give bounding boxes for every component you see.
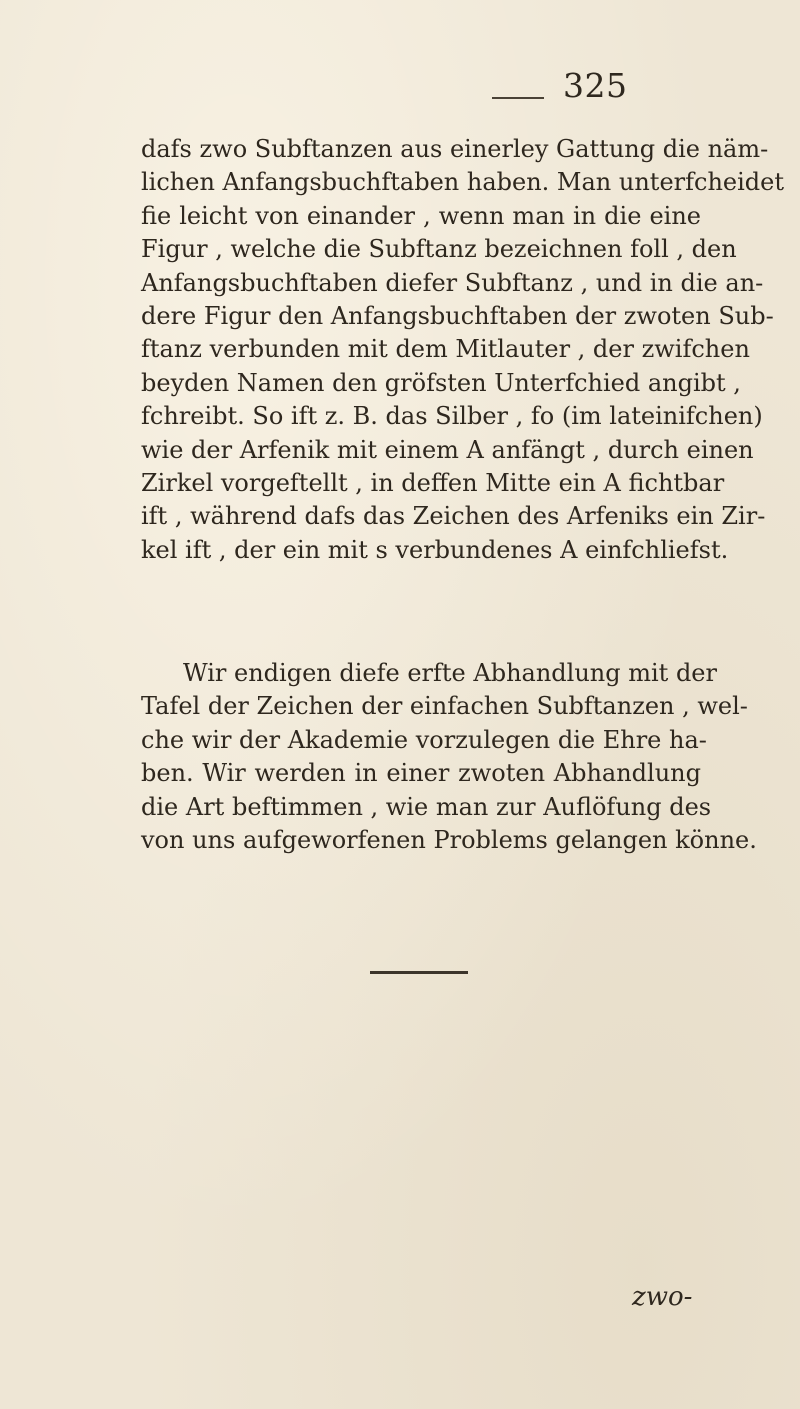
text-line: beyden Namen den gröfsten Unterfchied angibt , [141, 368, 741, 397]
text-line: kel ift , der ein mit s verbundenes A einfchliefst. [141, 535, 729, 564]
text-line: Zirkel vorgeftellt , in deffen Mitte ein A fichtbar [141, 469, 725, 498]
text-line: che wir der Akademie vorzulegen die Ehre ha- [141, 725, 707, 754]
paragraph-1 [141, 133, 784, 567]
text-line: Figur , welche die Subftanz bezeichnen foll , den [141, 235, 737, 264]
text-line: dere Figur den Anfangsbuchftaben der zwoten Sub- [141, 302, 774, 331]
paragraph-2 [141, 657, 757, 857]
header-rule [492, 97, 544, 99]
text-line: von uns aufgeworfenen Problems gelangen könne. [141, 826, 757, 855]
text-line: wie der Arfenik mit einem A anfängt , durch einen [141, 435, 754, 464]
text-line: ben. Wir werden in einer zwoten Abhandlung [141, 759, 701, 788]
text-line: lichen Anfangsbuchftaben haben. Man unterfcheidet [141, 168, 784, 197]
catchword: zwo- [632, 1282, 693, 1312]
text-line: Anfangsbuchftaben diefer Subftanz , und in die an- [141, 268, 764, 297]
section-divider [370, 971, 468, 974]
text-line: ift , während dafs das Zeichen des Arfeniks ein Zir- [141, 502, 766, 531]
text-line: die Art beftimmen , wie man zur Auflöfung des [141, 792, 712, 821]
text-line: Wir endigen diefe erfte Abhandlung mit der [183, 659, 717, 687]
text-line: fchreibt. So ift z. B. das Silber , fo (im lateinifchen) [141, 402, 763, 431]
text-line: ftanz verbunden mit dem Mitlauter , der zwifchen [141, 335, 750, 364]
text-line: dafs zwo Subftanzen aus einerley Gattung die näm- [141, 135, 769, 163]
text-line: fie leicht von einander , wenn man in die eine [141, 201, 701, 230]
text-line: Tafel der Zeichen der einfachen Subftanzen , wel- [141, 692, 748, 721]
page-number: 325 [563, 66, 628, 105]
